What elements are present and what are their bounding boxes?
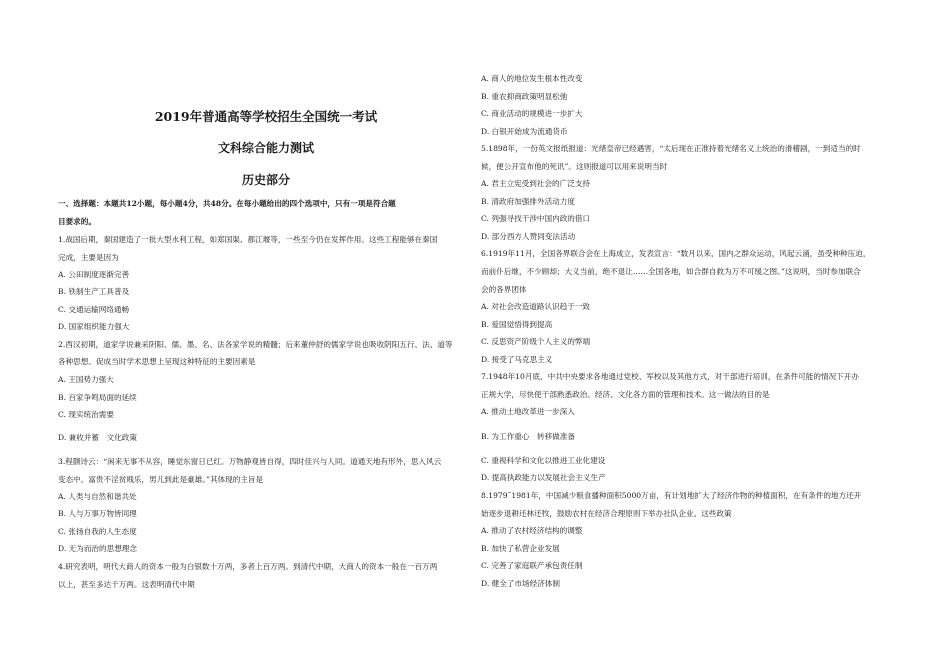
right-text-line: B. 清政府加强排外活动力度 (481, 197, 575, 206)
left-text-line: B. 铁制生产工具普及 (58, 287, 130, 296)
right-text-line: D. 健全了市场经济体制 (481, 579, 560, 588)
left-text-line: D. 无为而治的思想理念 (58, 544, 137, 553)
right-text-line: A. 商人的地位发生根本性改变 (481, 74, 583, 83)
right-text-line: C. 完善了家庭联产承包责任制 (481, 561, 583, 570)
left-text-line: D. 国家组织能力强大 (58, 322, 130, 331)
left-text-line: 各种思想。促成当时学术思想上呈现这种特征的主要因素是 (58, 357, 256, 366)
right-text-line: D. 部分西方人赞同变法活动 (481, 232, 576, 241)
left-text-line: C. 张扬自我的人生态度 (58, 527, 137, 536)
left-text-line: 完成，主要是因为 (58, 253, 119, 262)
right-text-line: A. 君主立宪受到社会的广泛支持 (481, 179, 591, 188)
right-text-line: C. 重视科学和文化以推进工业化建设 (481, 456, 606, 465)
right-text-line: 5.1898年，一份英文报纸报道：光绪皇帝已经遇害，“太后现在正准持着光绪名义上统治的滑稽剧，一到适当的时 (481, 144, 861, 153)
right-text-line: D. 接受了马克思主义 (481, 355, 553, 364)
instructions-line-2: 目要求的。 (58, 217, 96, 226)
left-text-line: 4.研究表明，明代大商人的资本一般为白银数十万两，多者上百万两。到清代中期，大商人的资本一般在一百万两 (58, 562, 438, 571)
left-text-line: 以上，甚至多达千万两。这表明清代中期 (58, 580, 195, 589)
right-text-line: 而前仆后继，不少顾却；大义当前，绝不退让……全国各地，如合群自救为万不可缓之图。”这说明，当时参加联合 (481, 267, 861, 276)
right-text-line: C. 列强寻找干涉中国内政的借口 (481, 214, 591, 223)
right-text-line: C. 商业活动的规模进一步扩大 (481, 109, 583, 118)
right-text-line: B. 爱国觉悟得到提高 (481, 320, 553, 329)
left-text-line: C. 现实统治需要 (58, 410, 114, 419)
right-text-line: B. 加快了私营企业发展 (481, 544, 560, 553)
right-text-line: 始逐步退耕还林还牧，鼓励农村在经济合理原则下举办社队企业。这些政策 (481, 509, 732, 518)
right-text-line: 正规大学，尽快使干部熟悉政治、经济、文化各方面的管理和技术。这一做法的目的是 (481, 390, 770, 399)
right-text-line: D. 白银开始成为流通货币 (481, 127, 568, 136)
right-text-line: 会的各界团体 (481, 285, 527, 294)
instructions-line-1: 一、选择题：本题共12小题，每小题4分，共48分。在每小题给出的四个选项中，只有一项是符合题 (58, 199, 396, 208)
right-text-line: A. 对社会改造道路认识趋于一致 (481, 302, 591, 311)
right-text-line: A. 推动土地改革进一步深入 (481, 407, 575, 416)
right-text-line: D. 提高执政能力以发展社会主义生产 (481, 473, 606, 482)
left-text-line: 2.西汉初期，道家学说兼采阴阳、儒、墨、名、法各家学说的精髓；后来董仲舒的儒家学说也吸收阴阳五行、法、道等 (58, 340, 453, 349)
left-text-line: 3.程颢诗云：“闲来无事不从容，睡觉东窗日已红。万物静观皆自得，四时佳兴与人同。道通天地有形外，思入风云 (58, 457, 442, 466)
right-text-line: A. 推动了农村经济结构的调整 (481, 526, 583, 535)
left-text-line: 变态中。富贵不淫贫贱乐，男儿到此是豪雄。”其体现的主旨是 (58, 475, 264, 484)
left-text-line: C. 交通运输网络通畅 (58, 305, 130, 314)
left-text-line: A. 王国势力强大 (58, 375, 114, 384)
right-text-line: 7.1948年10月底，中共中央要求各地通过党校、军校以及其他方式，对干部进行培训，在条件可能的情况下开办 (481, 372, 859, 381)
right-text-line: 候，便公开宣布他的死讯”。这则报道可以用来说明当时 (481, 162, 668, 171)
left-text-line: A. 公田制度逐渐完善 (58, 270, 130, 279)
right-text-line: C. 反思资产阶级个人主义的弊端 (481, 337, 591, 346)
right-text-line: B. 为工作重心 转移做准备 (481, 432, 575, 441)
section-title: 历史部分 (241, 173, 290, 187)
right-text-line: 8.1979˜1981年，中国减少粮食播种面积5000万亩，有计划地扩大了经济作物的种植面积，在有条件的地方还开 (481, 491, 862, 500)
right-text-line: B. 重农抑商政策明显松弛 (481, 92, 568, 101)
left-text-line: A. 人类与自然和谐共处 (58, 492, 137, 501)
left-text-line: 1.战国后期，秦国建造了一批大型水利工程，如郑国渠、都江堰等，一些至今仍在发挥作用。这些工程能够在秦国 (58, 235, 438, 244)
subject-title: 文科综合能力测试 (217, 141, 314, 155)
exam-title: 2019年普通高等学校招生全国统一考试 (154, 109, 378, 124)
left-text-line: B. 百家争鸣局面的延续 (58, 393, 137, 402)
left-text-line: B. 人与万事万物皆同理 (58, 509, 137, 518)
right-text-line: 6.1919年11月，全国各界联合会在上海成立，发表宣言：“数月以来，国内之群众运动，风起云涌，虽受种种压迫， (481, 249, 871, 258)
left-text-line: D. 兼收并蓄 文化政策 (58, 433, 137, 442)
